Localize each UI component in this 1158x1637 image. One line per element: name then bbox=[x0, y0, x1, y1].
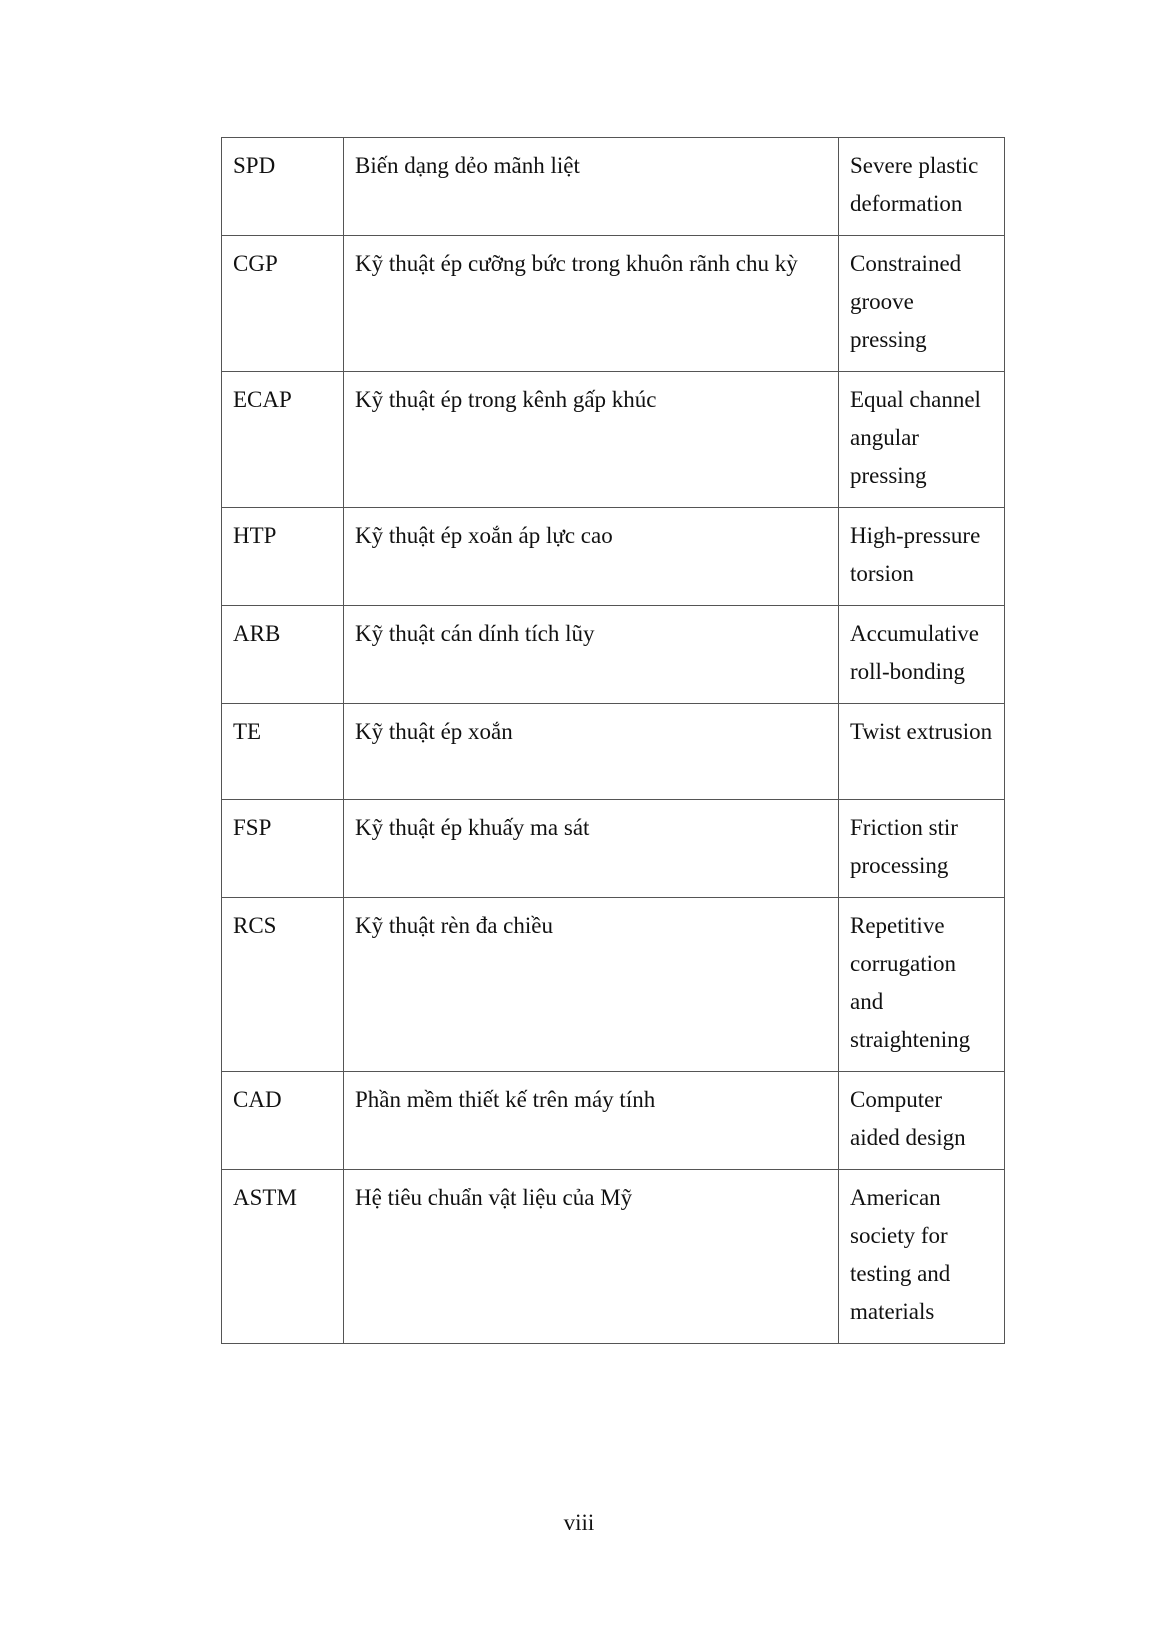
abbreviation-cell: RCS bbox=[222, 898, 344, 1072]
table-row bbox=[222, 508, 1005, 606]
table-row bbox=[222, 236, 1005, 372]
english-term-cell: Accumulative roll-bonding bbox=[839, 606, 1005, 704]
table-row bbox=[222, 606, 1005, 704]
abbreviation-cell: CGP bbox=[222, 236, 344, 372]
abbreviation-cell: FSP bbox=[222, 800, 344, 898]
abbreviation-cell: ASTM bbox=[222, 1170, 344, 1344]
vietnamese-term-cell: Kỹ thuật ép khuấy ma sát bbox=[344, 800, 839, 898]
abbreviations-table bbox=[221, 137, 1005, 1344]
english-term-cell: Computer aided design bbox=[839, 1072, 1005, 1170]
table-row bbox=[222, 800, 1005, 898]
vietnamese-term-cell: Biến dạng dẻo mãnh liệt bbox=[344, 138, 839, 236]
english-term-cell: Twist extrusion bbox=[839, 704, 1005, 800]
english-term-cell: American society for testing and materials bbox=[839, 1170, 1005, 1344]
vietnamese-term-cell: Kỹ thuật rèn đa chiều bbox=[344, 898, 839, 1072]
table-row bbox=[222, 1072, 1005, 1170]
vietnamese-term-cell: Kỹ thuật cán dính tích lũy bbox=[344, 606, 839, 704]
page-number: viii bbox=[563, 1510, 595, 1535]
vietnamese-term-cell: Kỹ thuật ép xoắn bbox=[344, 704, 839, 800]
abbreviation-cell: HTP bbox=[222, 508, 344, 606]
table-row bbox=[222, 372, 1005, 508]
abbreviation-cell: SPD bbox=[222, 138, 344, 236]
english-term-cell: Repetitive corrugation and straightening bbox=[839, 898, 1005, 1072]
english-term-cell: Equal channel angular pressing bbox=[839, 372, 1005, 508]
abbreviation-cell: ARB bbox=[222, 606, 344, 704]
abbreviation-cell: CAD bbox=[222, 1072, 344, 1170]
vietnamese-term-cell: Phần mềm thiết kế trên máy tính bbox=[344, 1072, 839, 1170]
table-row bbox=[222, 898, 1005, 1072]
vietnamese-term-cell: Kỹ thuật ép xoắn áp lực cao bbox=[344, 508, 839, 606]
table-row bbox=[222, 138, 1005, 236]
vietnamese-term-cell: Kỹ thuật ép cưỡng bức trong khuôn rãnh chu kỳ bbox=[344, 236, 839, 372]
abbreviation-cell: ECAP bbox=[222, 372, 344, 508]
vietnamese-term-cell: Hệ tiêu chuẩn vật liệu của Mỹ bbox=[344, 1170, 839, 1344]
english-term-cell: High-pressure torsion bbox=[839, 508, 1005, 606]
vietnamese-term-cell: Kỹ thuật ép trong kênh gấp khúc bbox=[344, 372, 839, 508]
english-term-cell: Severe plastic deformation bbox=[839, 138, 1005, 236]
english-term-cell: Friction stir processing bbox=[839, 800, 1005, 898]
table-row bbox=[222, 704, 1005, 800]
table-row bbox=[222, 1170, 1005, 1344]
english-term-cell: Constrained groove pressing bbox=[839, 236, 1005, 372]
abbreviation-cell: TE bbox=[222, 704, 344, 800]
